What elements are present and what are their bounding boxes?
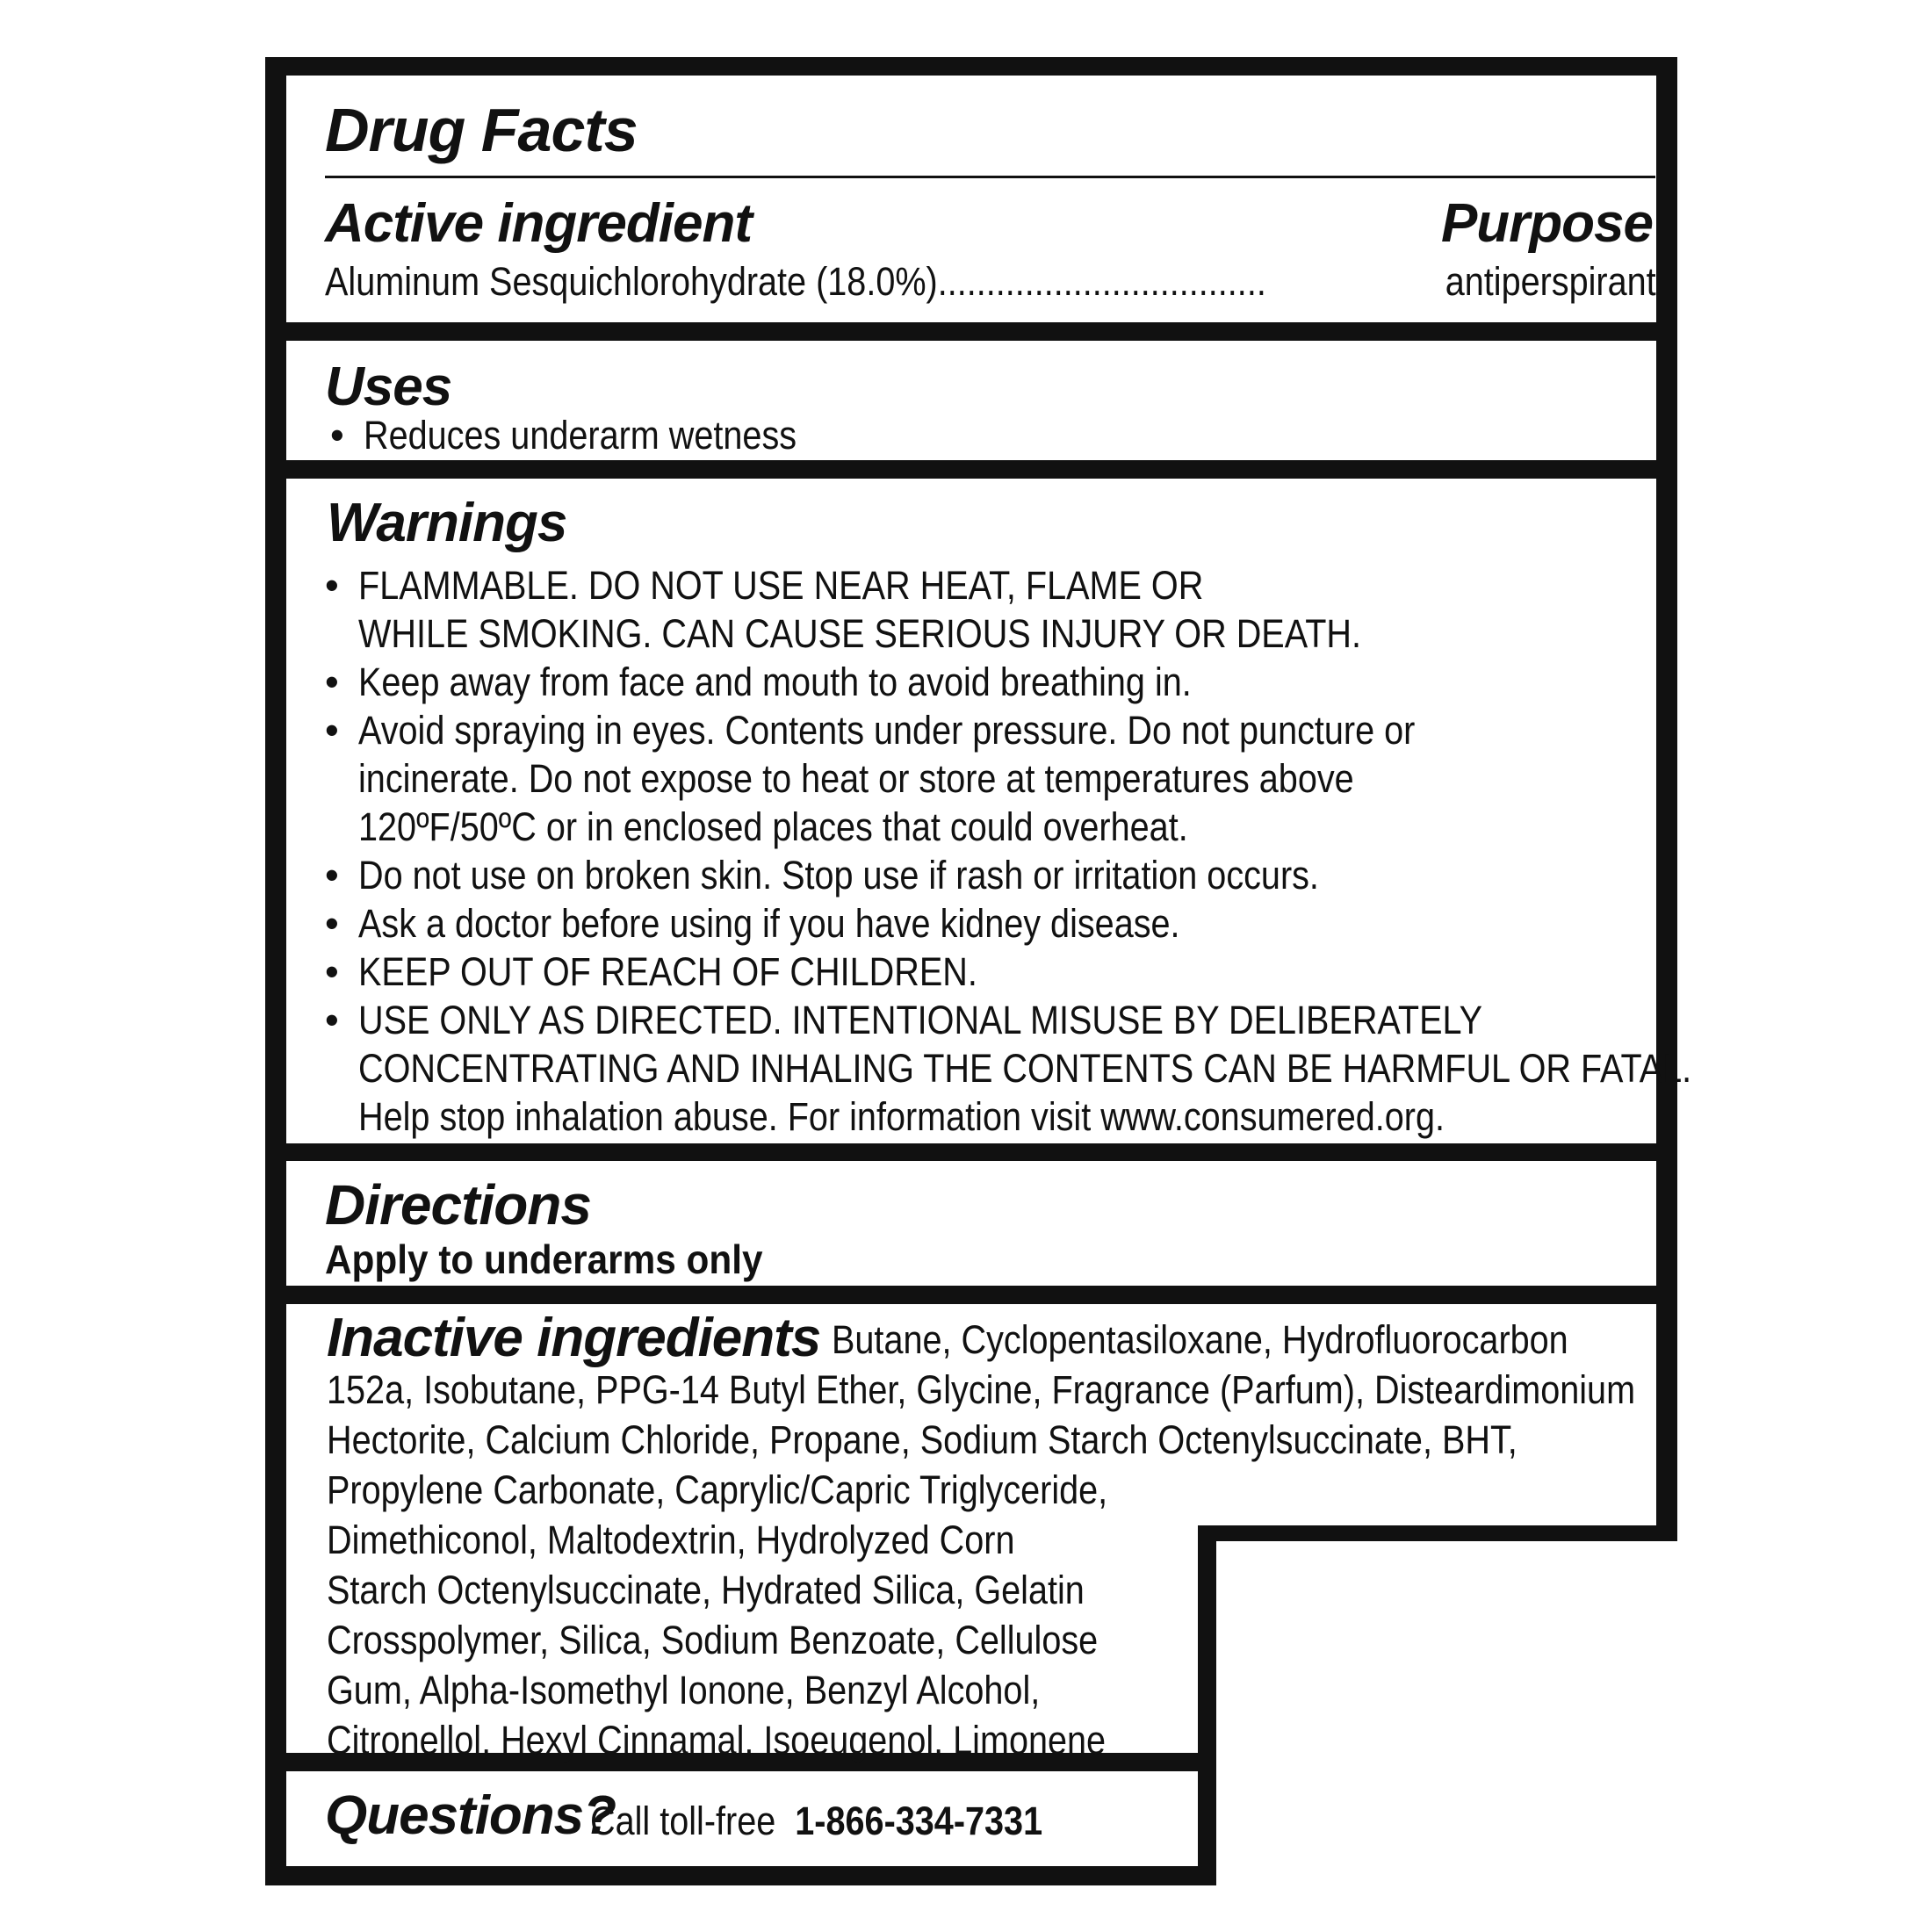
leader-dots: .................................. [937, 259, 1266, 304]
warning-item [325, 706, 1873, 851]
uses-panel [286, 341, 1656, 460]
active-ingredient-heading: Active ingredient [325, 193, 752, 254]
directions-heading: Directions [325, 1173, 591, 1236]
warnings-list [325, 561, 1873, 1141]
inactive-ingredients-text [327, 1315, 1813, 1765]
directions-text: Apply to underarms only [325, 1236, 763, 1282]
inactive-text-line: Propylene Carbonate, Caprylic/Capric Triglyceride, [327, 1467, 1108, 1512]
warning-item [325, 851, 1873, 899]
drug-facts-title: Drug Facts [325, 96, 638, 164]
questions-heading: Questions? [325, 1785, 616, 1846]
warning-text-line: CONCENTRATING AND INHALING THE CONTENTS CAN BE HARMFUL OR FATAL. [358, 1046, 1692, 1091]
warning-text-line: incinerate. Do not expose to heat or store at temperatures above [358, 756, 1354, 801]
warning-text-line: 120ºF/50ºC or in enclosed places that could overheat. [358, 804, 1188, 849]
list-item [330, 411, 855, 459]
bullet-icon: • [325, 901, 339, 946]
inactive-text-line: Butane, Cyclopentasiloxane, Hydrofluorocarbon [832, 1317, 1568, 1362]
bullet-icon: • [325, 853, 339, 898]
warning-text-line: Keep away from face and mouth to avoid breathing in. [358, 660, 1192, 704]
bullet-icon: • [325, 998, 339, 1042]
bullet-icon: • [325, 708, 339, 753]
warning-text-line: FLAMMABLE. DO NOT USE NEAR HEAT, FLAME OR [358, 563, 1204, 608]
warning-text-line: KEEP OUT OF REACH OF CHILDREN. [358, 949, 977, 994]
questions-line [590, 1798, 1042, 1845]
warning-item [325, 948, 1873, 996]
uses-list [330, 411, 855, 459]
inactive-text-line: Gum, Alpha-Isomethyl Ionone, Benzyl Alcohol, [327, 1668, 1041, 1712]
warning-text-line: USE ONLY AS DIRECTED. INTENTIONAL MISUSE BY DELIBERATELY [358, 998, 1483, 1042]
warning-text-line: Ask a doctor before using if you have kidney disease. [358, 901, 1180, 946]
inactive-text-line: Crosspolymer, Silica, Sodium Benzoate, Cellulose [327, 1618, 1099, 1662]
inactive-heading: Inactive ingredients [327, 1308, 821, 1368]
warnings-panel [286, 479, 1692, 1143]
bullet-icon: • [325, 949, 339, 994]
inactive-text-line: Dimethiconol, Maltodextrin, Hydrolyzed Corn [327, 1517, 1015, 1562]
warning-item [325, 996, 1873, 1141]
active-ingredient-panel [286, 76, 1656, 322]
warning-text-line: Do not use on broken skin. Stop use if rash or irritation occurs. [358, 853, 1319, 898]
uses-item-text: Reduces underarm wetness [364, 413, 797, 458]
inactive-text-line: 152a, Isobutane, PPG-14 Butyl Ether, Glycine, Fragrance (Parfum), Disteardimonium [327, 1367, 1636, 1412]
phone-number: 1-866-334-7331 [795, 1799, 1043, 1843]
warning-item [325, 561, 1873, 658]
active-ingredient-line [325, 258, 1266, 306]
bullet-icon: • [325, 563, 339, 608]
purpose-heading: Purpose [1440, 193, 1653, 254]
warning-item [325, 899, 1873, 948]
inactive-text-line: Citronellol, Hexyl Cinnamal, Isoeugenol, Limonene [327, 1718, 1107, 1763]
directions-panel [286, 1161, 1656, 1286]
warning-text-line: Avoid spraying in eyes. Contents under pressure. Do not puncture or [358, 708, 1416, 753]
warnings-heading: Warnings [327, 493, 567, 553]
title-rule [325, 176, 1655, 178]
warning-text-line: Help stop inhalation abuse. For information visit www.consumered.org. [358, 1094, 1445, 1139]
bullet-icon: • [325, 660, 339, 704]
warning-item [325, 658, 1873, 706]
questions-panel [286, 1771, 1198, 1866]
uses-heading: Uses [325, 357, 452, 417]
warning-text-line: WHILE SMOKING. CAN CAUSE SERIOUS INJURY OR DEATH. [358, 611, 1361, 656]
inactive-text-line: Hectorite, Calcium Chloride, Propane, Sodium Starch Octenylsuccinate, BHT, [327, 1417, 1517, 1462]
active-ingredient-name: Aluminum Sesquichlorohydrate (18.0%) [325, 259, 938, 304]
active-ingredient-purpose: antiperspirant [1445, 259, 1656, 304]
bullet-icon: • [330, 413, 344, 458]
inactive-text-line: Starch Octenylsuccinate, Hydrated Silica, Gelatin [327, 1568, 1085, 1612]
questions-label: Call toll-free [590, 1799, 776, 1843]
